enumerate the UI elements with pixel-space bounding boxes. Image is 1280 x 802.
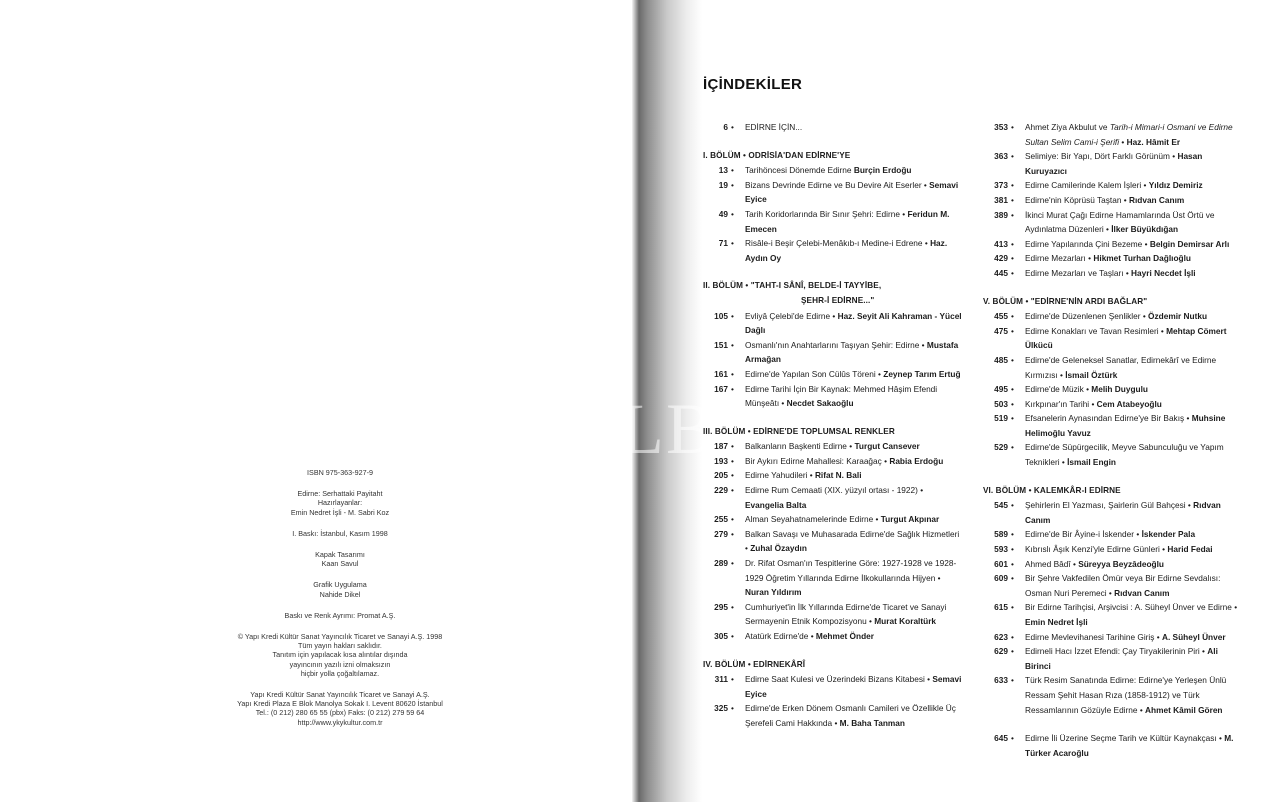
entry-title: Dr. Rifat Osman'ın Tespitlerine Göre: 1927-1928 ve 1928-1929 Öğretim Yıllarında Edirne İlkokullarında Hijyen • — [745, 558, 957, 583]
toc-entry-text — [1015, 411, 1245, 440]
toc-entry-text — [735, 178, 963, 207]
imprint-page — [0, 0, 638, 802]
graphic-credit: Grafik Uygulama Nahide Dikel — [313, 580, 367, 599]
entry-title: Alman Seyahatnamelerinde Edirne • — [745, 514, 881, 525]
section-heading-line: II. BÖLÜM • "TAHT-I SÂNÎ, BELDE-İ TAYYİBE, — [703, 281, 882, 291]
entry-author: Haz. Aydın Oy — [745, 238, 948, 263]
toc-entry: 381 • Edirne'nin Köprüsü Taştan • Rıdvan Canım — [983, 193, 1245, 208]
toc-section — [703, 425, 963, 644]
section-heading — [703, 149, 963, 164]
toc-page-number: 545 — [994, 500, 1008, 511]
entry-author: M. Türker Acaroğlu — [1025, 733, 1234, 758]
toc-entry-text — [735, 207, 963, 236]
entry-author: Haz. Hâmit Er — [1126, 136, 1181, 147]
toc-page-number: 601 — [994, 558, 1008, 569]
section-heading — [983, 295, 1245, 310]
toc-entry-text — [1015, 557, 1245, 572]
entry-author: M. Baha Tanman — [839, 717, 905, 728]
entry-author: Mustafa Armağan — [745, 339, 959, 365]
entry-title: Şehirlerin El Yazması, Şairlerin Gül Bahçesi • — [1025, 500, 1194, 511]
toc-entry: 151 • Osmanlı'nın Anahtarlarını Taşıyan Şehir: Edirne • Mustafa Armağan — [703, 338, 963, 367]
section-heading-line: IV. BÖLÜM • EDİRNEKÂRÎ — [703, 659, 806, 669]
toc-entry: 519 • Efsanelerin Aynasından Edirne'ye Bir Bakış • Muhsine Helimoğlu Yavuz — [983, 411, 1245, 440]
entry-title: Selimiye: Bir Yapı, Dört Farklı Görünüm • — [1025, 151, 1178, 162]
toc-page-number: 161 — [714, 368, 728, 379]
toc-page-number: 19 — [718, 179, 728, 190]
toc-entry: 105 • Evliyâ Çelebi'de Edirne • Haz. Seyit Ali Kahraman - Yücel Dağlı — [703, 309, 963, 338]
section-heading-line2: ŞEHR-İ EDİRNE..." — [801, 295, 875, 305]
toc-page-number: 529 — [994, 442, 1008, 453]
toc-entry-text — [735, 629, 963, 644]
entry-author: Muhsine Helimoğlu Yavuz — [1025, 413, 1226, 438]
entry-author: Yıldız Demiriz — [1148, 180, 1203, 191]
toc-entry: 295 • Cumhuriyet'in İlk Yıllarında Edirne'de Ticaret ve Sanayi Sermayenin Etnik Kompozisyonu • Murat Koraltürk — [703, 600, 963, 629]
toc-entry: 503 • Kırkpınar'ın Tarihi • Cem Atabeyoğlu — [983, 397, 1245, 412]
toc-page-number: 593 — [994, 544, 1008, 555]
entry-title: Efsanelerin Aynasından Edirne'ye Bir Bakış • — [1025, 413, 1192, 424]
toc-entry-text — [1015, 440, 1245, 469]
toc-entry-text — [735, 454, 963, 469]
toc-entry-text — [735, 527, 963, 556]
entry-author: Feridun M. Emecen — [745, 208, 950, 234]
entry-title: Edirne'de Geleneksel Sanatlar, Edirnekârî ve Edirne Kırmızısı • — [1025, 354, 1217, 380]
toc-entry: 167 • Edirne Tarihi İçin Bir Kaynak: Mehmed Hâşim Efendi Münşeâtı • Necdet Sakaoğlu — [703, 382, 963, 411]
entry-title: Tarihöncesi Dönemde Edirne — [745, 165, 854, 176]
toc-entry: 13 • Tarihöncesi Dönemde Edirne Burçin Erdoğu — [703, 163, 963, 178]
toc-page-number: 633 — [994, 675, 1008, 686]
toc-entry: 279 • Balkan Savaşı ve Muhasarada Edirne'de Sağlık Hizmetleri • Zuhal Özaydın — [703, 527, 963, 556]
isbn: ISBN 975-363-927-9 — [307, 468, 373, 477]
section-heading — [703, 425, 963, 440]
toc-entry: 311 • Edirne Saat Kulesi ve Üzerindeki Bizans Kitabesi • Semavi Eyice — [703, 672, 963, 701]
toc-column-right — [983, 120, 1245, 760]
toc-page-number: 623 — [994, 631, 1008, 642]
entry-author: Rıdvan Canım — [1114, 587, 1170, 598]
toc-page-number: 353 — [994, 122, 1008, 132]
toc-entry: 389 • İkinci Murat Çağı Edirne Hamamlarında Üst Örtü ve Aydınlatma Düzenleri • İlker Büyükdığan — [983, 208, 1245, 237]
entry-title: Bir Edirne Tarihçisi, Arşivcisi : A. Süheyl Ünver ve Edirne • — [1025, 602, 1238, 613]
toc-entry-text — [1015, 309, 1245, 324]
entry-title: Edirne Rum Cemaati (XIX. yüzyıl ortası - 1922) • — [745, 485, 924, 496]
entry-author: Haz. Seyit Ali Kahraman - Yücel Dağlı — [745, 310, 962, 336]
entry-author: Mehtap Cömert Ülkücü — [1025, 325, 1227, 351]
toc-entry: 255 • Alman Seyahatnamelerinde Edirne • Turgut Akpınar — [703, 512, 963, 527]
toc-entry-text — [1015, 237, 1245, 252]
toc-entry: 623 • Edirne Mevlevihanesi Tarihine Giriş • A. Süheyl Ünver — [983, 630, 1245, 645]
toc-page-number: 629 — [994, 646, 1008, 657]
toc-entry: 601 • Ahmed Bâdî • Süreyya Beyzâdeoğlu — [983, 557, 1245, 572]
toc-entry: 545 • Şehirlerin El Yazması, Şairlerin Gül Bahçesi • Rıdvan Canım — [983, 498, 1245, 527]
entry-title: Edirne Yahudileri • — [745, 470, 815, 481]
entry-italic-title: Tarih-i Mimari-i Osmani ve Edirne Sultan Selim Cami-i Şerifi — [1025, 122, 1233, 147]
entry-title: Edirne Yapılarında Çini Bezeme • — [1025, 238, 1150, 249]
toc-page-number: 279 — [714, 528, 728, 539]
toc-entry: 429 • Edirne Mezarları • Hikmet Turhan Dağlıoğlu — [983, 251, 1245, 266]
entry-author: Melih Duygulu — [1091, 384, 1148, 395]
entry-author: İskender Pala — [1141, 529, 1196, 540]
toc-entry-text — [735, 236, 963, 265]
toc-page-number: 311 — [714, 674, 728, 685]
entry-title: Türk Resim Sanatında Edirne: Edirne'ye Yerleşen Ünlü Ressam Şehit Hasan Rıza (1858-1912) ve Türk Ressamlarının Gözüyle Edirne • — [1025, 675, 1227, 715]
toc-section — [983, 295, 1245, 470]
watermark: LB — [620, 389, 717, 469]
section-heading — [983, 484, 1245, 499]
entry-title: Edirne Tarihi İçin Bir Kaynak: Mehmed Hâşim Efendi Münşeâtı • — [745, 383, 938, 409]
entry-author: Evangelia Balta — [745, 499, 807, 510]
toc-entry: 529 • Edirne'de Süpürgecilik, Meyve Sabunculuğu ve Yapım Teknikleri • İsmail Engin — [983, 440, 1245, 469]
entry-author: Rıdvan Canım — [1025, 500, 1221, 525]
toc-entry-text — [1015, 600, 1245, 629]
toc-entry-text — [1015, 542, 1245, 557]
toc-entry: 495 • Edirne'de Müzik • Melih Duygulu — [983, 382, 1245, 397]
toc-entry: 445 • Edirne Mezarları ve Taşları • Hayri Necdet İşli — [983, 266, 1245, 281]
entry-author: Necdet Sakaoğlu — [786, 398, 854, 409]
toc-entry-text — [1015, 149, 1245, 178]
entry-author: Harid Fedai — [1167, 544, 1213, 555]
entry-title: Edirne Konakları ve Tavan Resimleri • — [1025, 325, 1167, 336]
entry-title: Edirne'de Bir Âyine-i İskender • — [1025, 529, 1142, 540]
toc-entry: 187 • Balkanların Başkenti Edirne • Turgut Cansever — [703, 439, 963, 454]
toc-entry: 475 • Edirne Konakları ve Tavan Resimleri • Mehtap Cömert Ülkücü — [983, 324, 1245, 353]
toc-entry-text — [735, 701, 963, 730]
toc-entry: 305 • Atatürk Edirne'de • Mehmet Önder — [703, 629, 963, 644]
toc-page-number: 151 — [714, 339, 728, 350]
toc-entry-text — [1015, 120, 1245, 149]
entry-author: Rabia Erdoğu — [889, 455, 944, 466]
toc-entry-text — [1015, 266, 1245, 281]
toc-page-number: 485 — [994, 354, 1008, 365]
copyright: © Yapı Kredi Kültür Sanat Yayıncılık Ticaret ve Sanayi A.Ş. 1998 Tüm yayın hakları saklıdır. Tanıtım için yapılacak kısa alıntılar dışında yayıncının yazılı izni olmaksızın hiçbir yolla çoğaltılamaz. — [237, 632, 443, 678]
toc-page-number: 13 — [718, 165, 728, 176]
toc-entry: 229 • Edirne Rum Cemaati (XIX. yüzyıl ortası - 1922) • Evangelia Balta — [703, 483, 963, 512]
toc-entry-text — [735, 439, 963, 454]
entry-author: İlker Büyükdığan — [1111, 224, 1179, 235]
toc-entry: 589 • Edirne'de Bir Âyine-i İskender • İskender Pala — [983, 527, 1245, 542]
toc-page-number: 503 — [994, 398, 1008, 409]
toc-page-number: 609 — [994, 573, 1008, 584]
toc-page-number: 325 — [714, 703, 728, 714]
toc-entry: 413 • Edirne Yapılarında Çini Bezeme • Belgin Demirsar Arlı — [983, 237, 1245, 252]
toc-entry: 49 • Tarih Koridorlarında Bir Sınır Şehri: Edirne • Feridun M. Emecen — [703, 207, 963, 236]
toc-entry-text — [1015, 382, 1245, 397]
entry-title: Edirne Mezarları ve Taşları • — [1025, 267, 1132, 278]
entry-author: Özdemir Nutku — [1148, 311, 1208, 322]
entry-title: Edirne'nin Köprüsü Taştan • — [1025, 194, 1129, 205]
entry-author: Zeynep Tarım Ertuğ — [883, 368, 961, 379]
toc-entry-text — [735, 556, 963, 600]
toc-entry: 629 • Edirneli Hacı İzzet Efendi: Çay Tiryakilerinin Piri • Ali Birinci — [983, 644, 1245, 673]
entry-title: Ahmed Bâdî • — [1025, 558, 1079, 569]
entry-title: Cumhuriyet'in İlk Yıllarında Edirne'de Ticaret ve Sanayi Sermayenin Etnik Kompozisyonu • — [745, 601, 947, 627]
entry-title: Edirne'de Müzik • — [1025, 384, 1092, 395]
entry-title: Balkan Savaşı ve Muhasarada Edirne'de Sağlık Hizmetleri • — [745, 528, 960, 554]
toc-entry-text — [735, 672, 963, 701]
toc-entry: 615 • Bir Edirne Tarihçisi, Arşivcisi : A. Süheyl Ünver ve Edirne • Emin Nedret İşli — [983, 600, 1245, 629]
entry-author: Ali Birinci — [1025, 646, 1218, 671]
toc-entry-text — [1015, 397, 1245, 412]
section-heading-line: VI. BÖLÜM • KALEMKÂR-I EDİRNE — [983, 485, 1121, 495]
toc-entry-text — [1015, 251, 1245, 266]
toc-entry-text — [735, 338, 963, 367]
entry-author: Belgin Demirsar Arlı — [1149, 238, 1230, 249]
toc-entry: 593 • Kıbrıslı Âşık Kenzi'yle Edirne Günleri • Harid Fedai — [983, 542, 1245, 557]
print-credit: Baskı ve Renk Ayrımı: Promat A.Ş. — [284, 610, 396, 620]
toc-entry: 353 • Ahmet Ziya Akbulut ve Tarih-i Mimari-i Osmani ve Edirne Sultan Selim Cami-i Şerifi • Haz. Hâmit Er — [983, 120, 1245, 149]
toc-entry-text — [1015, 527, 1245, 542]
toc-page-number: 295 — [714, 601, 728, 612]
toc-page-number: 305 — [714, 631, 728, 641]
toc-entry: 373 • Edirne Camilerinde Kalem İşleri • Yıldız Demiriz — [983, 178, 1245, 193]
toc-section — [703, 658, 963, 731]
section-heading — [703, 658, 963, 673]
toc-entry: 645 • Edirne İli Üzerine Seçme Tarih ve Kültür Kaynakçası • M. Türker Acaroğlu — [983, 731, 1245, 760]
toc-entry-text — [1015, 630, 1245, 645]
entry-title: İkinci Murat Çağı Edirne Hamamlarında Üst Örtü ve Aydınlatma Düzenleri • — [1025, 209, 1215, 235]
entry-title: Edirne Saat Kulesi ve Üzerindeki Bizans Kitabesi • — [745, 674, 933, 685]
entry-author: Turgut Akpınar — [880, 514, 940, 525]
toc-entry-text — [735, 163, 963, 178]
toc-entry-text — [1015, 673, 1245, 717]
toc-page-number: 71 — [718, 238, 728, 249]
toc-entry: 19 • Bizans Devrinde Edirne ve Bu Devire Ait Eserler • Semavi Eyice — [703, 178, 963, 207]
entry-bullet: • — [1121, 136, 1127, 147]
entry-title: Risâle-i Beşir Çelebi-Menâkıb-ı Medine-i Edrene • — [745, 238, 931, 249]
toc-entry-text — [1015, 324, 1245, 353]
entry-title: Bizans Devrinde Edirne ve Bu Devire Ait Eserler • — [745, 179, 930, 190]
toc-entry-text — [1015, 644, 1245, 673]
toc-entry: 455 • Edirne'de Düzenlenen Şenlikler • Özdemir Nutku — [983, 309, 1245, 324]
entry-author: Semavi Eyice — [745, 179, 959, 205]
toc-entry: 363 • Selimiye: Bir Yapı, Dört Farklı Görünüm • Hasan Kuruyazıcı — [983, 149, 1245, 178]
entry-title: Kırkpınar'ın Tarihi • — [1025, 398, 1097, 409]
entry-title: Edirne Mevlevihanesi Tarihine Giriş • — [1025, 631, 1162, 642]
entry-author: Rifat N. Bali — [814, 470, 862, 481]
toc-page-number: 49 — [718, 208, 728, 219]
section-heading-line: V. BÖLÜM • "EDİRNE'NİN ARDI BAĞLAR" — [983, 296, 1148, 306]
entry-title: Edirne'de Süpürgecilik, Meyve Sabunculuğu ve Yapım Teknikleri • — [1025, 442, 1224, 468]
toc-section — [983, 484, 1245, 718]
toc-column-left — [703, 120, 963, 731]
toc-entry-text — [735, 468, 963, 483]
entry-title: Bir Aykırı Edirne Mahallesi: Karaağaç • — [745, 455, 890, 466]
toc-page-number: 645 — [994, 733, 1008, 744]
entry-title: Tarih Koridorlarında Bir Sınır Şehri: Edirne • — [745, 208, 908, 219]
toc-page-number: 455 — [994, 311, 1008, 322]
section-heading-line: I. BÖLÜM • ODRİSİA'DAN EDİRNE'YE — [703, 150, 851, 160]
toc-entry: 325 • Edirne'de Erken Dönem Osmanlı Camileri ve Özellikle Üç Şerefeli Cami Hakkında • M. Baha Tanman — [703, 701, 963, 730]
toc-entry-text — [735, 512, 963, 527]
entry-title: Edirneli Hacı İzzet Efendi: Çay Tiryakilerinin Piri • — [1025, 646, 1208, 657]
toc-entry-text — [735, 483, 963, 512]
toc-page-number: 105 — [714, 310, 728, 321]
entry-title: Edirne Camilerinde Kalem İşleri • — [1025, 180, 1149, 191]
entry-author: Hasan Kuruyazıcı — [1025, 151, 1203, 176]
toc-page-number: 187 — [714, 441, 728, 452]
toc-entry-text — [735, 367, 963, 382]
entry-title: Edirne'de Erken Dönem Osmanlı Camileri ve Özellikle Üç Şerefeli Cami Hakkında • — [745, 703, 956, 728]
entry-author: Rıdvan Canım — [1128, 194, 1185, 205]
imprint-block — [190, 468, 490, 739]
toc-entry: 633 • Türk Resim Sanatında Edirne: Edirne'ye Yerleşen Ünlü Ressam Şehit Hasan Rıza (1858-1912) ve Türk Ressamlarının Gözüyle Edirne • Ahmet Kâmil Gören — [983, 673, 1245, 717]
entry-title: Edirne Mezarları • — [1025, 253, 1094, 264]
toc-page-number: 289 — [714, 558, 728, 569]
toc-entry-text — [1015, 178, 1245, 193]
toc-entry-text — [1015, 353, 1245, 382]
section-heading — [703, 279, 963, 308]
toc-entry-text — [1015, 208, 1245, 237]
cover-credit: Kapak Tasarımı Kaan Savul — [315, 550, 365, 569]
entry-title: Osmanlı'nın Anahtarlarını Taşıyan Şehir: Edirne • — [745, 339, 927, 350]
toc-page-number: 363 — [994, 151, 1008, 162]
toc-page-number: 205 — [714, 470, 728, 481]
book-credits: Edirne: Serhattaki Payitaht Hazırlayanlar: Emin Nedret İşli - M. Sabri Koz — [290, 489, 390, 517]
entry-author: Hayri Necdet İşli — [1131, 267, 1196, 278]
entry-author: Murat Koraltürk — [874, 616, 937, 627]
entry-title: Kıbrıslı Âşık Kenzi'yle Edirne Günleri • — [1025, 544, 1168, 555]
entry-author: Ahmet Kâmil Gören — [1145, 704, 1223, 715]
entry-title: Atatürk Edirne'de • — [745, 631, 816, 641]
toc-entry-text — [1015, 571, 1245, 600]
toc-entry-text — [735, 309, 963, 338]
entry-author: Cem Atabeyoğlu — [1096, 398, 1162, 409]
entry-author: Zuhal Özaydın — [750, 543, 807, 554]
toc-page-number: 255 — [714, 514, 728, 525]
toc-page-number: 475 — [994, 325, 1008, 336]
toc-entry-intro: 6 • EDİRNE İÇİN... — [723, 122, 803, 132]
toc-entry: 205 • Edirne Yahudileri • Rifat N. Bali — [703, 468, 963, 483]
entry-title: Balkanların Başkenti Edirne • — [745, 441, 855, 452]
toc-entry: 609 • Bir Şehre Vakfedilen Ömür veya Bir Edirne Sevdalısı: Osman Nuri Peremeci • Rıdvan Canım — [983, 571, 1245, 600]
entry-author: Nuran Yıldırım — [745, 587, 802, 598]
toc-page-number: 229 — [714, 485, 728, 496]
edition: I. Baskı: İstanbul, Kasım 1998 — [292, 528, 388, 538]
toc-page-number: 429 — [994, 253, 1008, 264]
toc-entry-text — [1015, 731, 1245, 760]
toc-entry: 71 • Risâle-i Beşir Çelebi-Menâkıb-ı Medine-i Edrene • Haz. Aydın Oy — [703, 236, 963, 265]
toc-section — [703, 279, 963, 410]
toc-entry: 161 • Edirne'de Yapılan Son Cülûs Töreni • Zeynep Tarım Ertuğ — [703, 367, 963, 382]
toc-entry: 289 • Dr. Rifat Osman'ın Tespitlerine Göre: 1927-1928 ve 1928-1929 Öğretim Yıllarında Edirne İlkokullarında Hijyen • Nuran Yıldırım — [703, 556, 963, 600]
entry-author: Burçin Erdoğu — [853, 165, 912, 176]
toc-entry-text — [1015, 498, 1245, 527]
entry-author: İsmail Öztürk — [1065, 369, 1118, 380]
section-heading-line: III. BÖLÜM • EDİRNE'DE TOPLUMSAL RENKLER — [703, 426, 895, 436]
toc-page-number: 413 — [994, 238, 1008, 249]
toc-page-number: 519 — [994, 413, 1008, 424]
toc-entry-text — [735, 382, 963, 411]
publisher-address: Yapı Kredi Kültür Sanat Yayıncılık Ticaret ve Sanayi A.Ş. Yapı Kredi Plaza E Blok Manolya Sokak I. Levent 80620 İstanbul Tel.: (0 212) 280 65 55 (pbx) Faks: (0 212) 279 59 64 http://www.ykykultur.com.tr — [237, 690, 443, 727]
entry-author: Süreyya Beyzâdeoğlu — [1078, 558, 1164, 569]
entry-author: A. Süheyl Ünver — [1161, 631, 1226, 642]
toc-entry: 193 • Bir Aykırı Edirne Mahallesi: Karaağaç • Rabia Erdoğu — [703, 454, 963, 469]
toc-page-number: 381 — [994, 194, 1008, 205]
toc-entry-text — [735, 600, 963, 629]
toc-page-number: 589 — [994, 529, 1008, 540]
entry-title: Edirne İli Üzerine Seçme Tarih ve Kültür Kaynakçası • — [1025, 733, 1225, 744]
entry-title: Evliyâ Çelebi'de Edirne • — [745, 310, 838, 321]
entry-author: İsmail Engin — [1067, 457, 1116, 468]
entry-title: Edirne'de Düzenlenen Şenlikler • — [1025, 311, 1149, 322]
entry-author: Emin Nedret İşli — [1025, 617, 1088, 627]
entry-title: Edirne'de Yapılan Son Cülûs Töreni • — [745, 368, 884, 379]
entry-author: Semavi Eyice — [745, 674, 962, 699]
toc-page-number: 373 — [994, 180, 1008, 191]
toc-page-number: 615 — [994, 602, 1008, 613]
toc-page-number: 389 — [994, 209, 1008, 220]
entry-title: Ahmet Ziya Akbulut ve — [1025, 122, 1110, 132]
toc-section — [703, 149, 963, 266]
entry-title: Bir Şehre Vakfedilen Ömür veya Bir Edirne Sevdalısı: Osman Nuri Peremeci • — [1025, 573, 1221, 598]
toc-entry: 485 • Edirne'de Geleneksel Sanatlar, Edirnekârî ve Edirne Kırmızısı • İsmail Öztürk — [983, 353, 1245, 382]
toc-page-number: 193 — [714, 455, 728, 466]
toc-page-number: 167 — [714, 383, 728, 394]
page-title: İÇİNDEKİLER — [703, 76, 803, 93]
entry-author: Mehmet Önder — [815, 631, 874, 641]
entry-author: Turgut Cansever — [854, 441, 920, 452]
entry-author: Hikmet Turhan Dağlıoğlu — [1093, 253, 1191, 264]
toc-page-number: 495 — [994, 384, 1008, 395]
toc-page-number: 445 — [994, 267, 1008, 278]
toc-entry-text — [1015, 193, 1245, 208]
